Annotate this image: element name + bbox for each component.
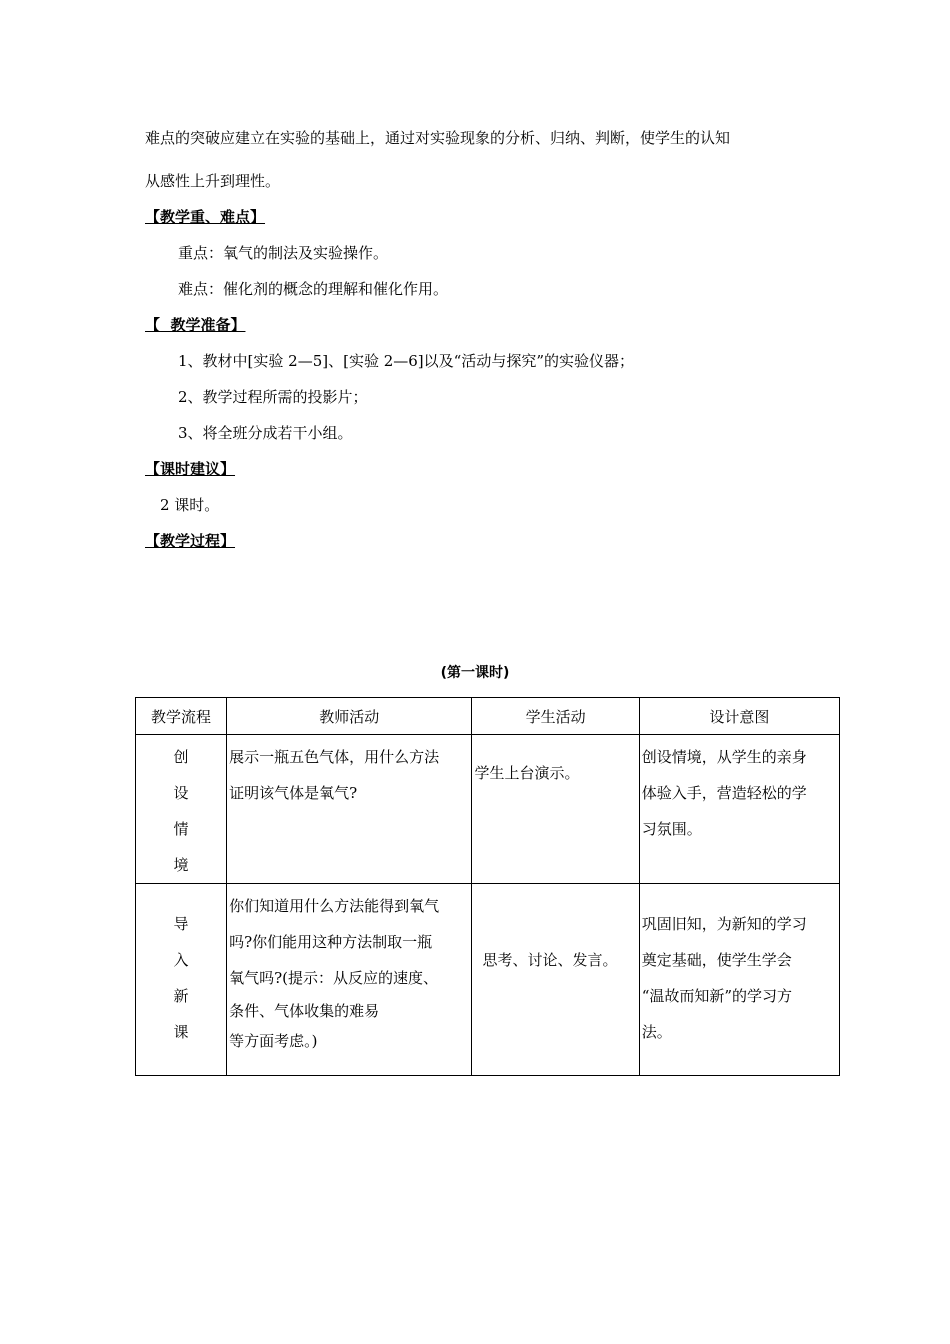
intro-line-1: 难点的突破应建立在实验的基础上，通过对实验现象的分析、归纳、判断，使学生的认知 <box>145 129 731 147</box>
teacher-line: 你们知道用什么方法能得到氧气 <box>229 897 440 915</box>
stage-char: 情 <box>173 820 189 838</box>
design-line: 奠定基础，使学生学会 <box>641 951 792 969</box>
stage-cell <box>136 884 227 1076</box>
header-design: 设计意图 <box>639 698 839 735</box>
stage-char: 入 <box>173 951 189 969</box>
stage-cell <box>136 735 227 884</box>
focus-point: 重点：氧气的制法及实验操作。 <box>178 244 389 262</box>
preparation-item-2: 2、教学过程所需的投影片； <box>178 388 368 406</box>
design-intent-cell <box>639 735 839 884</box>
stage-char: 创 <box>173 748 189 766</box>
design-line: “温故而知新”的学习方 <box>641 987 793 1005</box>
teacher-activity-cell <box>227 735 472 884</box>
teacher-line: 吗?你们能用这种方法制取一瓶 <box>229 933 433 951</box>
header-teacher: 教师活动 <box>227 698 472 735</box>
process-heading: 【教学过程】 <box>145 532 236 550</box>
preparation-heading-text: 教学准备】 <box>160 316 246 334</box>
preparation-heading-bracket: 【 <box>145 316 161 334</box>
stage-char: 导 <box>173 915 189 933</box>
key-points-heading: 【教学重、难点】 <box>145 208 266 226</box>
preparation-heading <box>145 314 245 335</box>
design-line: 法。 <box>641 1023 672 1041</box>
student-activity-cell: 思考、讨论、发言。 <box>472 884 639 1076</box>
design-intent-cell <box>639 884 839 1076</box>
hours-heading: 【课时建议】 <box>145 460 236 478</box>
stage-char: 课 <box>173 1023 189 1041</box>
stage-char: 境 <box>173 856 189 874</box>
header-process: 教学流程 <box>136 698 227 735</box>
design-line: 体验入手，营造轻松的学 <box>641 784 807 802</box>
teacher-activity-cell <box>227 884 472 1076</box>
teacher-line: 条件、气体收集的难易 <box>229 1002 380 1020</box>
teacher-line: 氧气吗?(提示：从反应的速度、 <box>229 969 439 987</box>
stage-char: 新 <box>173 987 189 1005</box>
lesson-plan-table <box>135 697 840 1076</box>
preparation-item-3: 3、将全班分成若干小组。 <box>178 424 353 442</box>
table-header-row <box>136 698 840 735</box>
stage-char: 设 <box>173 784 189 802</box>
teacher-line: 证明该气体是氧气? <box>229 784 358 802</box>
student-activity-cell: 学生上台演示。 <box>472 735 639 884</box>
teacher-line: 展示一瓶五色气体，用什么方法 <box>229 748 440 766</box>
teacher-line: 等方面考虑。) <box>229 1032 318 1050</box>
lesson-title: (第一课时) <box>440 665 510 681</box>
header-student: 学生活动 <box>472 698 639 735</box>
design-line: 巩固旧知，为新知的学习 <box>641 915 807 933</box>
difficulty-point: 难点：催化剂的概念的理解和催化作用。 <box>178 280 449 298</box>
design-line: 创设情境，从学生的亲身 <box>641 748 807 766</box>
intro-line-2: 从感性上升到理性。 <box>145 172 281 190</box>
preparation-item-1: 1、教材中[实验 2—5]、[实验 2—6]以及“活动与探究”的实验仪器； <box>178 352 635 370</box>
design-line: 习氛围。 <box>641 820 702 838</box>
table-row <box>136 735 840 884</box>
hours-value: 2 课时。 <box>160 496 220 514</box>
table-row <box>136 884 840 1076</box>
